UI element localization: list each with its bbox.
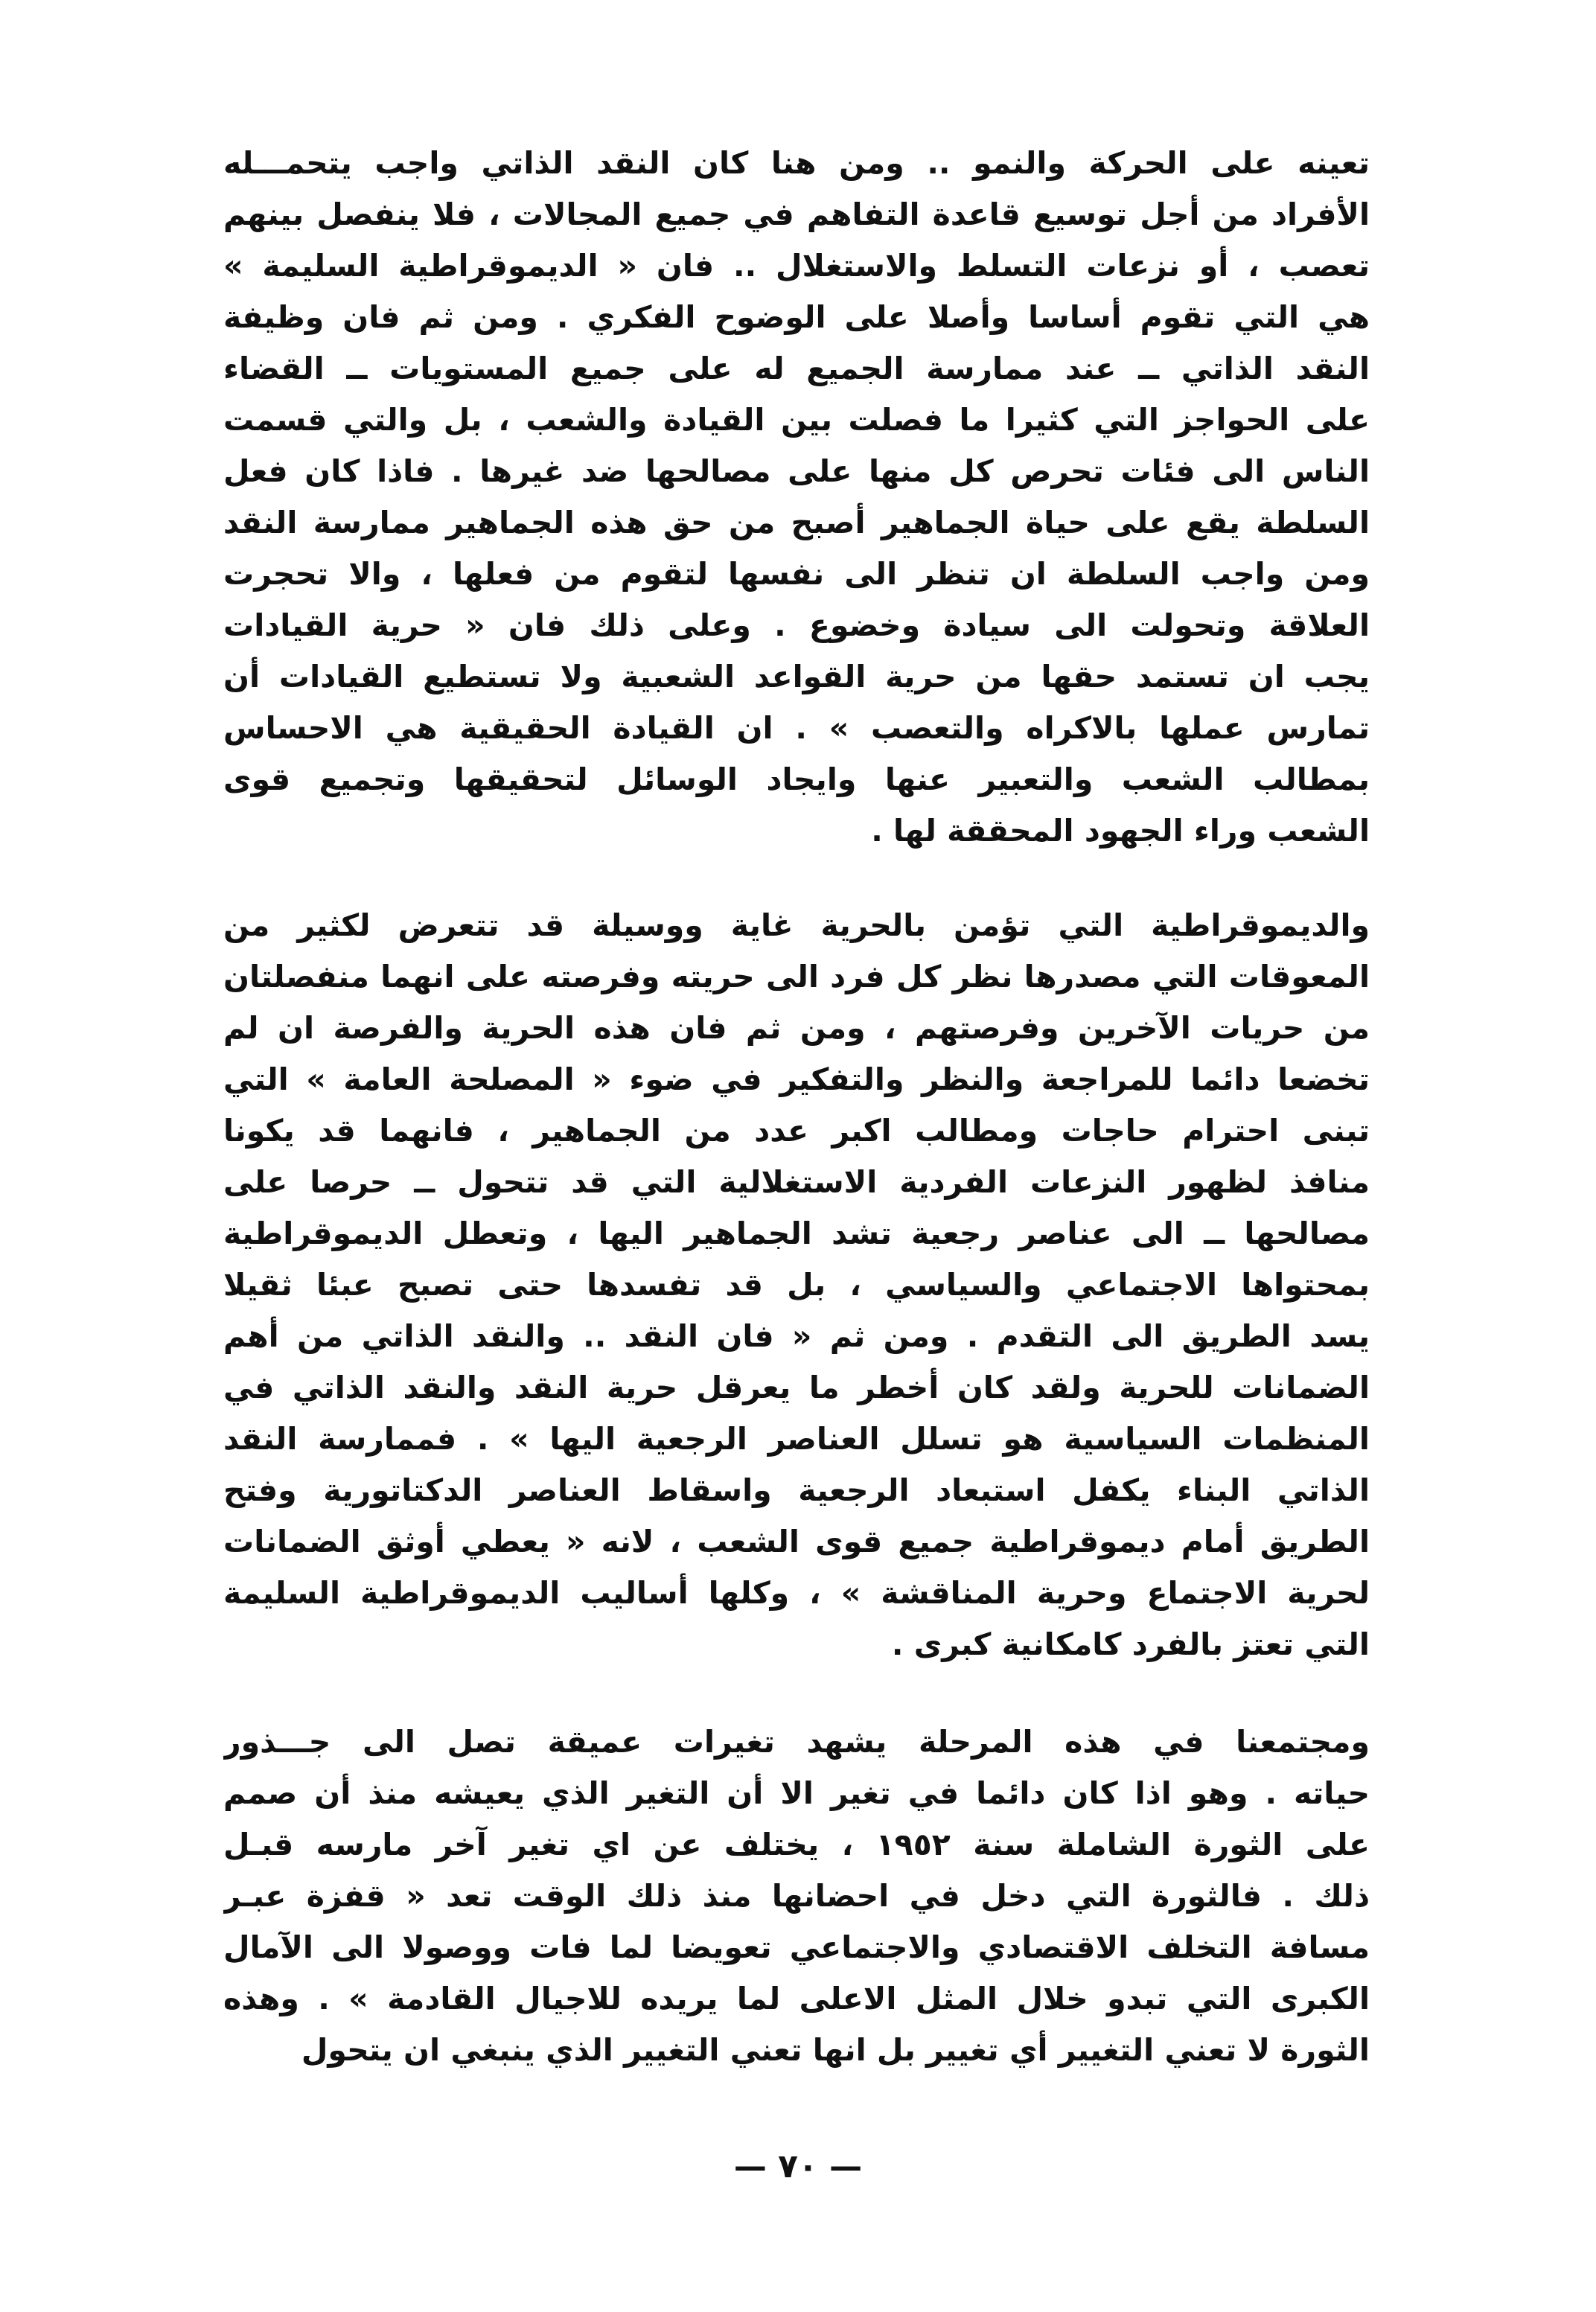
text-line: يسد الطريق الى التقدم . ومن ثم « فان النقد .. والنقد الذاتي من أهم [223, 1318, 1370, 1354]
document-page [223, 138, 1370, 2222]
text-line: الشعب وراء الجهود المحققة لها . [871, 813, 1370, 849]
text-line: والديموقراطية التي تؤمن بالحرية غاية ووسيلة قد تتعرض لكثير من [223, 907, 1370, 943]
text-line: لحرية الاجتماع وحرية المناقشة » ، وكلها أساليب الديموقراطية السليمة [223, 1575, 1370, 1611]
text-line: الذاتي البناء يكفل استبعاد الرجعية واسقاط العناصر الدكتاتورية وفتح [223, 1472, 1370, 1508]
text-line: على الحواجز التي كثيرا ما فصلت بين القيادة والشعب ، بل والتي قسمت [223, 402, 1370, 438]
text-line: هي التي تقوم أساسا وأصلا على الوضوح الفكري . ومن ثم فان وظيفة [223, 299, 1370, 335]
text-line: التي تعتز بالفرد كامكانية كبرى . [891, 1626, 1370, 1662]
paragraph-1 [223, 138, 1370, 857]
paragraph-spacer [223, 1670, 1370, 1717]
text-line: من حريات الآخرين وفرصتهم ، ومن ثم فان هذه الحرية والفرصة ان لم [223, 1010, 1370, 1046]
text-line: تخضعا دائما للمراجعة والنظر والتفكير في ضوء « المصلحة العامة » التي [223, 1061, 1370, 1097]
text-line: الثورة لا تعني التغيير أي تغيير بل انها تعني التغيير الذي ينبغي ان يتحول [301, 2032, 1370, 2068]
text-line: تبنى احترام حاجات ومطالب اكبر عدد من الجماهير ، فانهما قد يكونا [223, 1113, 1370, 1149]
text-line: الطريق أمام ديموقراطية جميع قوى الشعب ، لانه « يعطي أوثق الضمانات [223, 1524, 1370, 1559]
text-line: بمحتواها الاجتماعي والسياسي ، بل قد تفسدها حتى تصبح عبئا ثقيلا [223, 1267, 1370, 1303]
text-line: مصالحها ــ الى عناصر رجعية تشد الجماهير اليها ، وتعطل الديموقراطية [223, 1216, 1370, 1251]
text-line: النقد الذاتي ــ عند ممارسة الجميع له على جميع المستويات ــ القضاء [223, 351, 1370, 386]
text-line: مسافة التخلف الاقتصادي والاجتماعي تعويضا لما فات ووصولا الى الآمال [223, 1929, 1370, 1965]
text-line: الناس الى فئات تحرص كل منها على مصالحها ضد غيرها . فاذا كان فعل [223, 453, 1370, 489]
text-line: تمارس عملها بالاكراه والتعصب » . ان القيادة الحقيقية هي الاحساس [223, 710, 1370, 746]
text-line: المعوقات التي مصدرها نظر كل فرد الى حريته وفرصته على انهما منفصلتان [223, 959, 1370, 994]
text-line: المنظمات السياسية هو تسلل العناصر الرجعية اليها » . فممارسة النقد [223, 1421, 1370, 1457]
text-line: العلاقة وتحولت الى سيادة وخضوع . وعلى ذلك فان « حرية القيادات [223, 607, 1370, 643]
text-line: السلطة يقع على حياة الجماهير أصبح من حق هذه الجماهير ممارسة النقد [223, 505, 1370, 540]
paragraph-3 [223, 1717, 1370, 2076]
text-line: منافذ لظهور النزعات الفردية الاستغلالية التي قد تتحول ــ حرصا على [223, 1164, 1370, 1200]
text-line: بمطالب الشعب والتعبير عنها وايجاد الوسائل لتحقيقها وتجميع قوى [223, 761, 1370, 797]
text-line: الكبرى التي تبدو خلال المثل الاعلى لما يريده للاجيال القادمة » . وهذه [223, 1981, 1370, 2016]
text-line: تعصب ، أو نزعات التسلط والاستغلال .. فان « الديموقراطية السليمة » [223, 248, 1370, 284]
page-number: — ٧٠ — [733, 2147, 863, 2185]
text-line: يجب ان تستمد حقها من حرية القواعد الشعبية ولا تستطيع القيادات أن [223, 659, 1370, 694]
text-line: الضمانات للحرية ولقد كان أخطر ما يعرقل حرية النقد والنقد الذاتي في [223, 1370, 1370, 1405]
text-line: ومجتمعنا في هذه المرحلة يشهد تغيرات عميقة تصل الى جـــذور [223, 1724, 1370, 1760]
text-line: تعينه على الحركة والنمو .. ومن هنا كان النقد الذاتي واجب يتحمـــله [223, 145, 1370, 181]
text-line: حياته . وهو اذا كان دائما في تغير الا أن التغير الذي يعيشه منذ أن صمم [223, 1775, 1370, 1811]
paragraph-spacer [223, 857, 1370, 900]
paragraph-2 [223, 900, 1370, 1670]
text-line: الأفراد من أجل توسيع قاعدة التفاهم في جميع المجالات ، فلا ينفصل بينهم [223, 197, 1370, 232]
text-line: على الثورة الشاملة سنة ١٩٥٢ ، يختلف عن اي تغير آخر مارسه قبـل [223, 1827, 1370, 1862]
text-line: ومن واجب السلطة ان تنظر الى نفسها لتقوم من فعلها ، والا تحجرت [223, 556, 1370, 592]
text-line: ذلك . فالثورة التي دخل في احضانها منذ ذلك الوقت تعد « قفزة عبـر [223, 1878, 1370, 1914]
